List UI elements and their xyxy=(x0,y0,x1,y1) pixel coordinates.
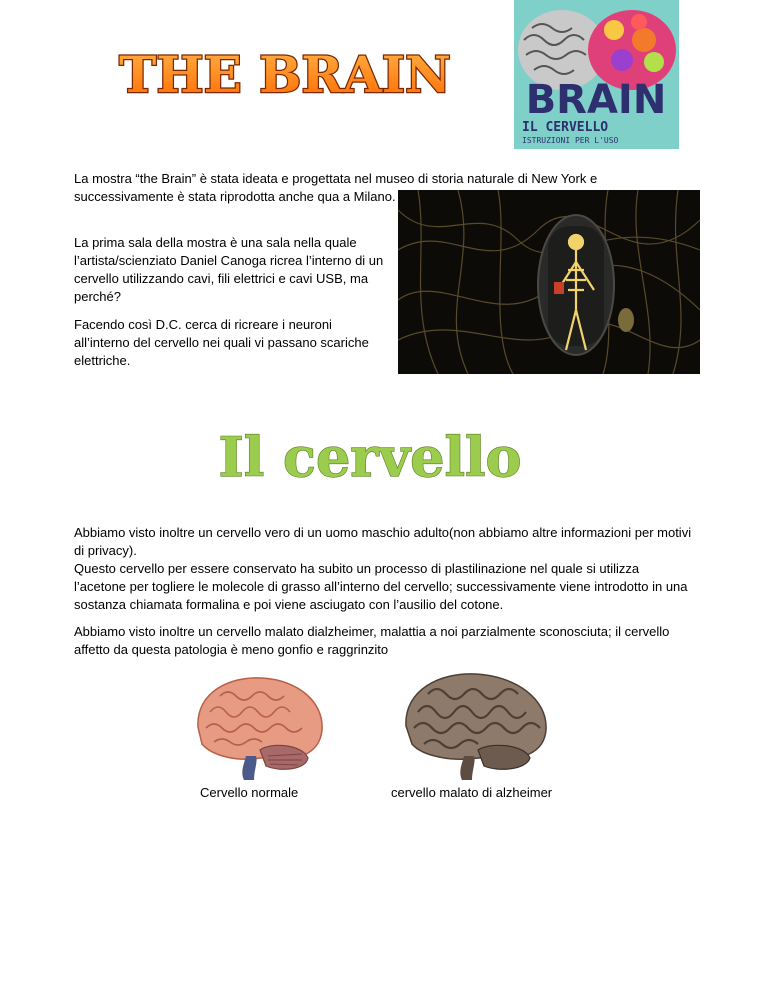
caption-normal-brain xyxy=(200,785,340,801)
poster-subtitle: IL CERVELLO xyxy=(522,120,609,135)
intro-paragraph-2 xyxy=(74,234,389,306)
section-paragraph-1-line1: Abbiamo visto inoltre un cervello vero di un uomo maschio adulto(non abbiamo altre informazioni per motivi di privacy). xyxy=(74,525,692,558)
intro-paragraph-2-text: La prima sala della mostra è una sala nella quale l’artista/scienziato Daniel Canoga ricrea l’interno di un cervello utilizzando cavi, fili elettrici e cavi USB, ma perché? xyxy=(74,235,384,304)
intro-paragraph-3-text: Facendo così D.C. cerca di ricreare i neuroni all’interno del cervello nei quali vi passano scariche elettriche. xyxy=(74,317,369,368)
poster-tagline: ISTRUZIONI PER L'USO xyxy=(522,136,619,145)
page-title-the-brain xyxy=(119,40,451,104)
exhibition-photo xyxy=(398,190,700,374)
poster-word: BRAIN xyxy=(525,77,667,123)
section-paragraph-2-text: Abbiamo visto inoltre un cervello malato dialzheimer, malattia a noi parzialmente sconosciuta; il cervello affetto da questa patologia è meno gonfio e raggrinzito xyxy=(74,624,670,657)
section-paragraph-1-line2: Questo cervello per essere conservato ha subito un processo di plastilinazione nel quale si utilizza l’acetone per togliere le molecole di grasso all’interno del cervello; successivamente viene introdotto in una sostanza chiamata formalina e poi viene asciugato con l’ausilio del cotone. xyxy=(74,561,688,612)
section-paragraph-2 xyxy=(74,623,694,659)
page-title-text: THE BRAIN xyxy=(119,45,451,104)
section-paragraph-1 xyxy=(74,524,694,614)
section-title-il-cervello xyxy=(218,420,522,490)
intro-paragraph-1-text: La mostra “the Brain” è stata ideata e progettata nel museo di storia naturale di New York e successivamente è stata riprodotta anche qua a Milano. xyxy=(74,171,598,204)
alzheimer-brain-image xyxy=(400,668,552,782)
caption-alzheimer-brain xyxy=(391,785,611,801)
caption-normal-brain-text: Cervello normale xyxy=(200,785,299,800)
exhibition-poster xyxy=(514,0,679,149)
normal-brain-image xyxy=(190,672,330,782)
caption-alzheimer-brain-text: cervello malato di alzheimer xyxy=(391,785,553,800)
section-title-text: Il cervello xyxy=(218,425,522,489)
intro-paragraph-3 xyxy=(74,316,389,370)
